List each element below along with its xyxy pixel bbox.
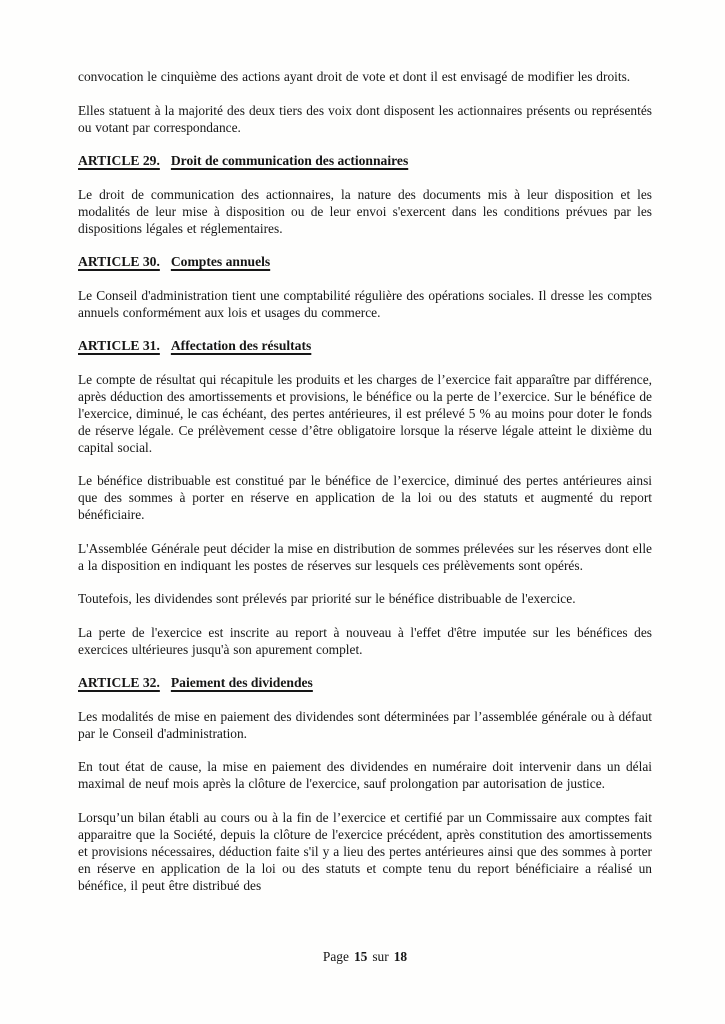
article-29-number: ARTICLE 29. bbox=[78, 153, 160, 168]
footer-separator: sur bbox=[372, 949, 389, 964]
article-30-number: ARTICLE 30. bbox=[78, 254, 160, 269]
article-29-heading bbox=[78, 152, 652, 169]
footer-page-label: Page bbox=[322, 949, 349, 964]
footer-page-number: 15 bbox=[353, 949, 368, 964]
paragraph-benefice-distribuable: Le bénéfice distribuable est constitué par le bénéfice de l’exercice, diminué des pertes antérieures ainsi que des sommes à porter en réserve en application de la loi ou des statuts et augmenté du report bénéficiaire. bbox=[78, 473, 652, 522]
article-32-title: Paiement des dividendes bbox=[170, 675, 313, 690]
article-31-number: ARTICLE 31. bbox=[78, 338, 160, 353]
paragraph-compte-resultat: Le compte de résultat qui récapitule les produits et les charges de l’exercice fait apparaître par différence, après déduction des amortissements et provisions, le bénéfice ou la perte de l’exercice. Sur le bénéfice de l'exercice, diminué, le cas échéant, des pertes antérieures, il est prélevé 5 % au moins pour doter le fonds de réserve légale. Ce prélèvement cesse d’être obligatoire lorsque la réserve légale atteint le dixième du capital social. bbox=[78, 371, 652, 455]
document-text-column bbox=[78, 68, 652, 910]
footer-total-pages: 18 bbox=[393, 949, 408, 964]
article-32-heading bbox=[78, 674, 652, 691]
article-30-title: Comptes annuels bbox=[170, 254, 271, 269]
paragraph-modalites-paiement: Les modalités de mise en paiement des dividendes sont déterminées par l’assemblée générale ou à défaut par le Conseil d'administration. bbox=[78, 708, 652, 741]
paragraph-majority-rule: Elles statuent à la majorité des deux tiers des voix dont disposent les actionnaires présents ou représentés ou votant par correspondance. bbox=[78, 102, 652, 135]
article-29-title: Droit de communication des actionnaires bbox=[170, 153, 409, 168]
article-32-number: ARTICLE 32. bbox=[78, 675, 160, 690]
paragraph-comptes-annuels: Le Conseil d'administration tient une comptabilité régulière des opérations sociales. Il dresse les comptes annuels conformément aux lois et usages du commerce. bbox=[78, 287, 652, 320]
paragraph-dividendes-priorite: Toutefois, les dividendes sont prélevés par priorité sur le bénéfice distribuable de l'exercice. bbox=[78, 591, 576, 606]
paragraph-assemblee-distribution: L'Assemblée Générale peut décider la mise en distribution de sommes prélevées sur les réserves dont elle a la disposition en indiquant les postes de réserves sur lesquels ces prélèvements sont opérés. bbox=[78, 540, 652, 573]
article-31-title: Affectation des résultats bbox=[170, 338, 312, 353]
page-footer bbox=[78, 948, 652, 965]
paragraph-droit-communication: Le droit de communication des actionnaires, la nature des documents mis à leur disposition et les modalités de leur mise à disposition ou de leur envoi s'exercent dans les conditions prévues par les dispositions légales et réglementaires. bbox=[78, 186, 652, 236]
paragraph-perte-exercice: La perte de l'exercice est inscrite au report à nouveau à l'effet d'être imputée sur les bénéfices des exercices ultérieures jusqu'à son apurement complet. bbox=[78, 624, 652, 657]
paragraph-delai-paiement: En tout état de cause, la mise en paiement des dividendes en numéraire doit intervenir dans un délai maximal de neuf mois après la clôture de l'exercice, sauf prolongation par autorisation de justice. bbox=[78, 759, 652, 791]
paragraph-bilan-acompte: Lorsqu’un bilan établi au cours ou à la fin de l’exercice et certifié par un Commissaire aux comptes fait apparaitre que la Société, depuis la clôture de l'exercice précédent, après constitution des amortissements et provisions nécessaires, déduction faite s'il y a lieu des pertes antérieures ainsi que des sommes à porter en réserve en application de la loi ou des statuts et compte tenu du report bénéficiaire a réalisé un bénéfice, il peut être distribué des bbox=[78, 809, 652, 893]
article-31-heading bbox=[78, 337, 652, 354]
paragraph-continued-from-previous-page: convocation le cinquième des actions ayant droit de vote et dont il est envisagé de modifier les droits. bbox=[78, 69, 631, 84]
article-30-heading bbox=[78, 253, 652, 270]
